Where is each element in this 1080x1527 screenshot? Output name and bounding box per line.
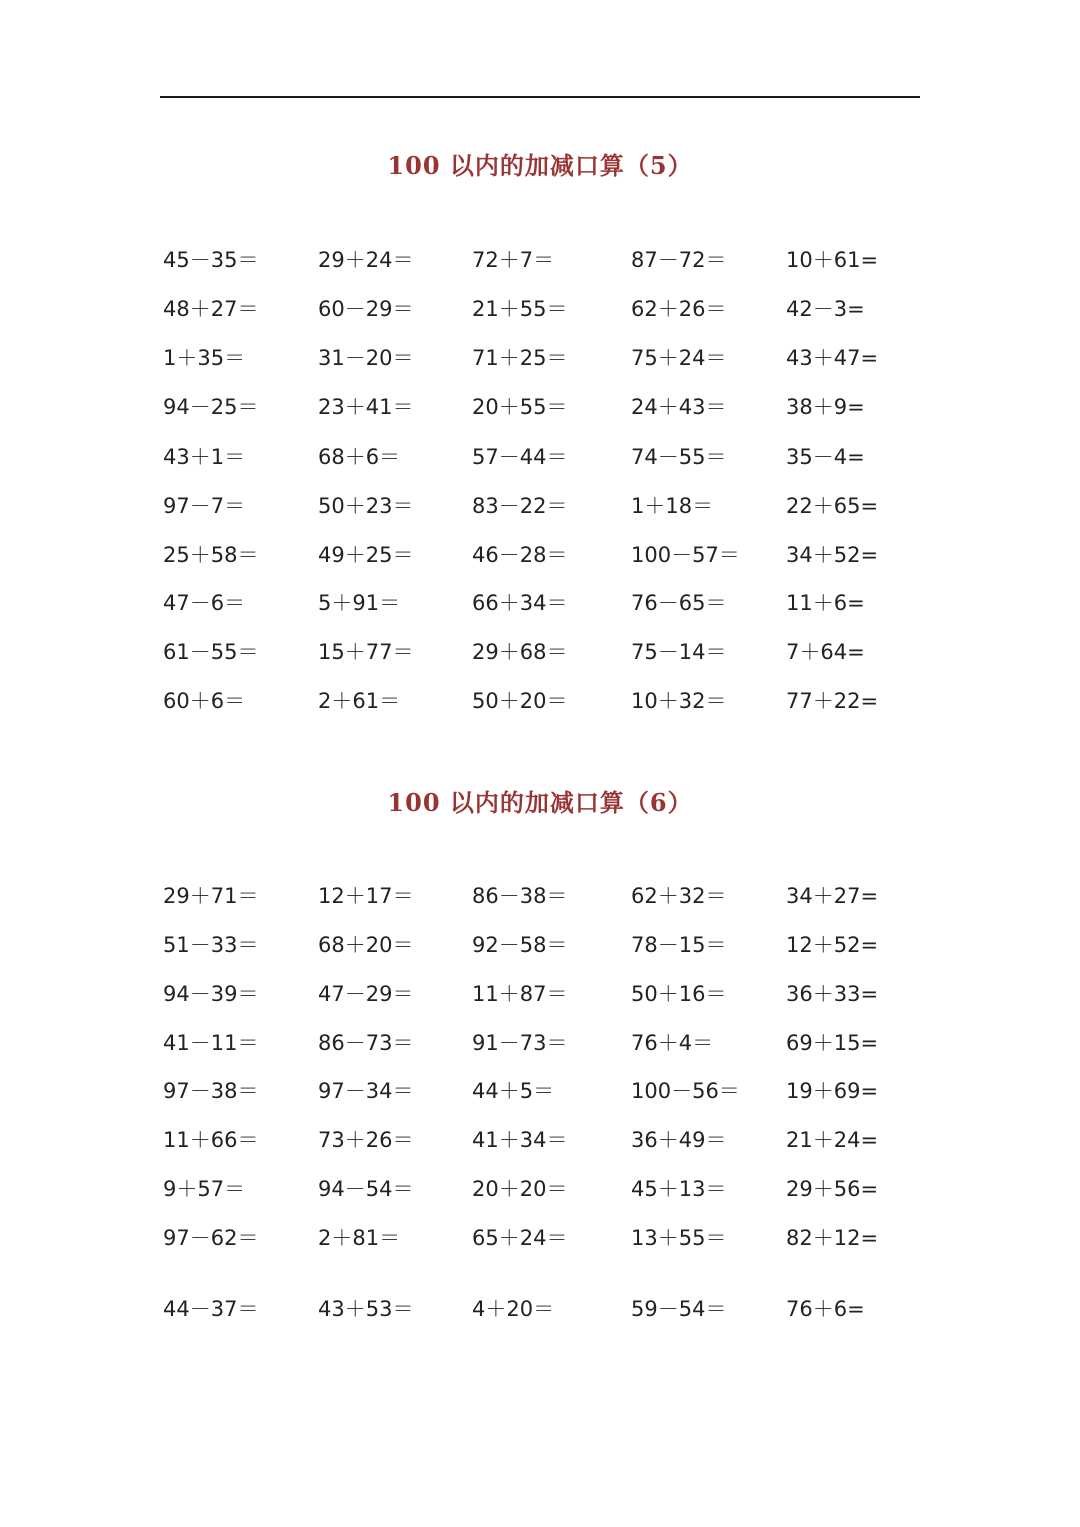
arithmetic-problem: 72＋7＝ — [472, 248, 555, 272]
arithmetic-problem: 68＋20＝ — [318, 933, 414, 957]
arithmetic-problem: 91－73＝ — [472, 1031, 568, 1055]
top-divider-line — [160, 96, 920, 98]
arithmetic-problem: 60＋6＝ — [163, 689, 246, 713]
arithmetic-problem: 69＋15= — [786, 1031, 879, 1055]
problem-row — [0, 1076, 1080, 1106]
arithmetic-problem: 51－33＝ — [163, 933, 259, 957]
arithmetic-problem: 62＋32＝ — [631, 884, 727, 908]
arithmetic-problem: 43＋47= — [786, 346, 879, 370]
arithmetic-problem: 44－37＝ — [163, 1297, 259, 1321]
arithmetic-problem: 94－25＝ — [163, 395, 259, 419]
arithmetic-problem: 76＋6= — [786, 1297, 865, 1321]
arithmetic-problem: 62＋26＝ — [631, 297, 727, 321]
arithmetic-problem: 77＋22= — [786, 689, 879, 713]
arithmetic-problem: 36＋33= — [786, 982, 879, 1006]
arithmetic-problem: 46－28＝ — [472, 543, 568, 567]
arithmetic-problem: 65＋24＝ — [472, 1226, 568, 1250]
arithmetic-problem: 50＋16＝ — [631, 982, 727, 1006]
problem-row — [0, 1028, 1080, 1058]
arithmetic-problem: 10＋61= — [786, 248, 879, 272]
arithmetic-problem: 76＋4＝ — [631, 1031, 714, 1055]
arithmetic-problem: 45＋13＝ — [631, 1177, 727, 1201]
arithmetic-problem: 66＋34＝ — [472, 591, 568, 615]
arithmetic-problem: 20＋20＝ — [472, 1177, 568, 1201]
arithmetic-problem: 35－4= — [786, 445, 865, 469]
arithmetic-problem: 41－11＝ — [163, 1031, 259, 1055]
arithmetic-problem: 47－6＝ — [163, 591, 246, 615]
arithmetic-problem: 21＋24= — [786, 1128, 879, 1152]
problem-row — [0, 979, 1080, 1009]
problem-row — [0, 245, 1080, 275]
arithmetic-problem: 87－72＝ — [631, 248, 727, 272]
arithmetic-problem: 61－55＝ — [163, 640, 259, 664]
arithmetic-problem: 83－22＝ — [472, 494, 568, 518]
arithmetic-problem: 36＋49＝ — [631, 1128, 727, 1152]
arithmetic-problem: 13＋55＝ — [631, 1226, 727, 1250]
arithmetic-problem: 97－38＝ — [163, 1079, 259, 1103]
arithmetic-problem: 100－57＝ — [631, 543, 740, 567]
arithmetic-problem: 76－65＝ — [631, 591, 727, 615]
arithmetic-problem: 34＋52= — [786, 543, 879, 567]
arithmetic-problem: 50＋20＝ — [472, 689, 568, 713]
problem-row — [0, 588, 1080, 618]
problem-row — [0, 540, 1080, 570]
arithmetic-problem: 2＋81＝ — [318, 1226, 401, 1250]
arithmetic-problem: 86－38＝ — [472, 884, 568, 908]
arithmetic-problem: 29＋68＝ — [472, 640, 568, 664]
problem-row — [0, 294, 1080, 324]
arithmetic-problem: 20＋55＝ — [472, 395, 568, 419]
arithmetic-problem: 47－29＝ — [318, 982, 414, 1006]
arithmetic-problem: 1＋18＝ — [631, 494, 714, 518]
arithmetic-problem: 31－20＝ — [318, 346, 414, 370]
arithmetic-problem: 75＋24＝ — [631, 346, 727, 370]
arithmetic-problem: 21＋55＝ — [472, 297, 568, 321]
arithmetic-problem: 9＋57＝ — [163, 1177, 246, 1201]
arithmetic-problem: 57－44＝ — [472, 445, 568, 469]
arithmetic-problem: 23＋41＝ — [318, 395, 414, 419]
problem-row — [0, 686, 1080, 716]
arithmetic-problem: 42－3= — [786, 297, 865, 321]
problem-row — [0, 930, 1080, 960]
arithmetic-problem: 29＋56= — [786, 1177, 879, 1201]
arithmetic-problem: 2＋61＝ — [318, 689, 401, 713]
arithmetic-problem: 11＋66＝ — [163, 1128, 259, 1152]
problem-row — [0, 1125, 1080, 1155]
section-title: 100 以内的加减口算（6） — [387, 788, 693, 817]
arithmetic-problem: 34＋27= — [786, 884, 879, 908]
arithmetic-problem: 12＋17＝ — [318, 884, 414, 908]
arithmetic-problem: 97－62＝ — [163, 1226, 259, 1250]
arithmetic-problem: 68＋6＝ — [318, 445, 401, 469]
problem-row — [0, 1294, 1080, 1324]
section-title: 100 以内的加减口算（5） — [387, 151, 693, 180]
arithmetic-problem: 48＋27＝ — [163, 297, 259, 321]
arithmetic-problem: 100－56＝ — [631, 1079, 740, 1103]
arithmetic-problem: 60－29＝ — [318, 297, 414, 321]
arithmetic-problem: 12＋52= — [786, 933, 879, 957]
arithmetic-problem: 19＋69= — [786, 1079, 879, 1103]
arithmetic-problem: 44＋5＝ — [472, 1079, 555, 1103]
arithmetic-problem: 82＋12= — [786, 1226, 879, 1250]
arithmetic-problem: 38＋9= — [786, 395, 865, 419]
arithmetic-problem: 94－39＝ — [163, 982, 259, 1006]
arithmetic-problem: 5＋91＝ — [318, 591, 401, 615]
arithmetic-problem: 25＋58＝ — [163, 543, 259, 567]
arithmetic-problem: 49＋25＝ — [318, 543, 414, 567]
arithmetic-problem: 75－14＝ — [631, 640, 727, 664]
arithmetic-problem: 97－34＝ — [318, 1079, 414, 1103]
problem-row — [0, 392, 1080, 422]
arithmetic-problem: 7＋64= — [786, 640, 865, 664]
arithmetic-problem: 11＋6= — [786, 591, 865, 615]
arithmetic-problem: 24＋43＝ — [631, 395, 727, 419]
arithmetic-problem: 73＋26＝ — [318, 1128, 414, 1152]
problem-row — [0, 637, 1080, 667]
problem-row — [0, 442, 1080, 472]
arithmetic-problem: 43＋1＝ — [163, 445, 246, 469]
arithmetic-problem: 59－54＝ — [631, 1297, 727, 1321]
arithmetic-problem: 71＋25＝ — [472, 346, 568, 370]
problem-row — [0, 1174, 1080, 1204]
problem-row — [0, 881, 1080, 911]
arithmetic-problem: 92－58＝ — [472, 933, 568, 957]
arithmetic-problem: 78－15＝ — [631, 933, 727, 957]
arithmetic-problem: 41＋34＝ — [472, 1128, 568, 1152]
problem-row — [0, 491, 1080, 521]
arithmetic-problem: 97－7＝ — [163, 494, 246, 518]
problem-row — [0, 343, 1080, 373]
arithmetic-problem: 11＋87＝ — [472, 982, 568, 1006]
problem-row — [0, 1223, 1080, 1253]
arithmetic-problem: 94－54＝ — [318, 1177, 414, 1201]
arithmetic-problem: 43＋53＝ — [318, 1297, 414, 1321]
arithmetic-problem: 10＋32＝ — [631, 689, 727, 713]
arithmetic-problem: 15＋77＝ — [318, 640, 414, 664]
arithmetic-problem: 29＋24＝ — [318, 248, 414, 272]
arithmetic-problem: 86－73＝ — [318, 1031, 414, 1055]
arithmetic-problem: 45－35＝ — [163, 248, 259, 272]
arithmetic-problem: 22＋65= — [786, 494, 879, 518]
arithmetic-problem: 50＋23＝ — [318, 494, 414, 518]
arithmetic-problem: 1＋35＝ — [163, 346, 246, 370]
arithmetic-problem: 74－55＝ — [631, 445, 727, 469]
arithmetic-problem: 29＋71＝ — [163, 884, 259, 908]
arithmetic-problem: 4＋20＝ — [472, 1297, 555, 1321]
